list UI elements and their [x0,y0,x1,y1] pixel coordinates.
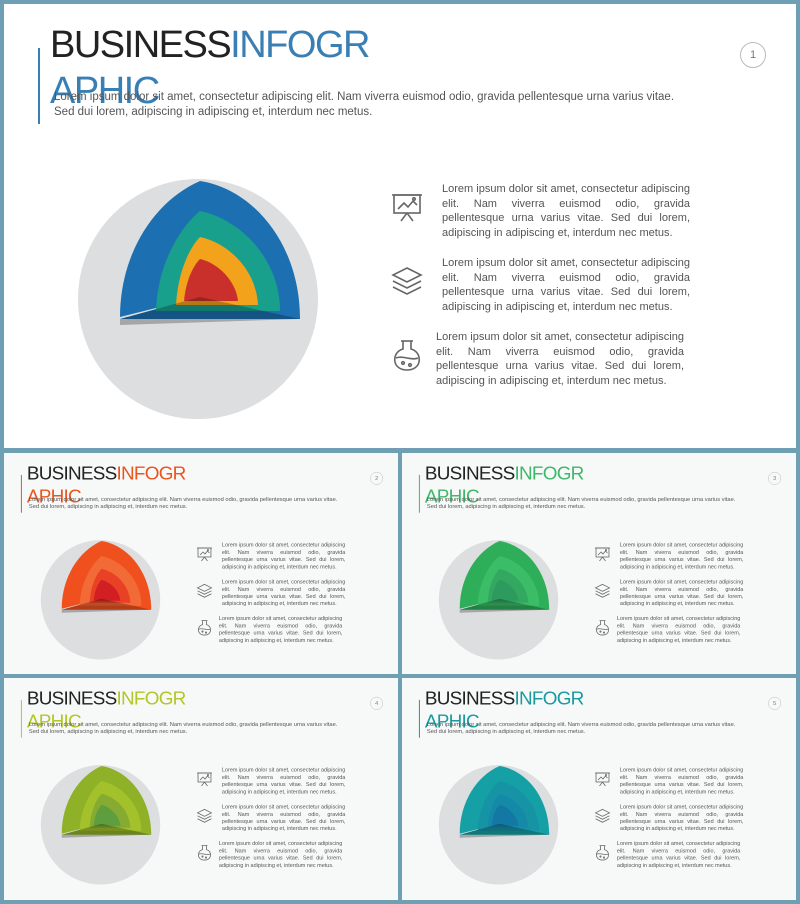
flask-icon [594,844,611,861]
feature-text: Lorem ipsum dolor sit amet, consectetur adipiscing elit. Nam viverra euismod odio, gravida pellentesque urna varius vitae. Sed dui lorem, adipiscing in adipiscing et, interdum nec metus. [218,840,343,869]
feature-item [390,256,700,316]
feature-text: Lorem ipsum dolor sit amet, consectetur adipiscing elit. Nam viverra euismod odio, gravida pellentesque urna varius vitae. Sed dui lorem, adipiscing in adipiscing et, interdum nec metus. [221,803,346,832]
slide-2 [4,453,398,674]
slide-5 [402,678,796,900]
presentation-board-icon [196,771,213,788]
feature-text: Lorem ipsum dolor sit amet, consectetur adipiscing elit. Nam viverra euismod odio, gravida pellentesque urna varius vitae. Sed dui lorem, adipiscing in adipiscing et, interdum nec metus. [616,615,741,644]
feature-text: Lorem ipsum dolor sit amet, consectetur adipiscing elit. Nam viverra euismod odio, gravida pellentesque urna varius vitae. Sed dui lorem, adipiscing in adipiscing et, interdum nec metus. [619,578,744,607]
feature-item [196,840,350,870]
feature-item [390,182,700,242]
slide-content [402,453,796,674]
layers-icon [196,807,213,824]
feature-text: Lorem ipsum dolor sit amet, consectetur adipiscing elit. Nam viverra euismod odio, gravida pellentesque urna varius vitae. Sed dui lorem, adipiscing in adipiscing et, interdum nec metus. [442,257,690,313]
feature-item [594,542,748,572]
flask-icon [594,619,611,636]
title-infographic: INFOGRAPHIC [50,24,369,112]
feature-item [196,803,350,833]
earth-layers-graphic [434,760,563,889]
flask-icon [196,619,213,636]
slide-subtitle: Lorem ipsum dolor sit amet, consectetur adipiscing elit. Nam viverra euismod odio, gravida pellentesque urna varius vitae. Sed dui lorem, adipiscing in adipiscing et, interdum nec metus. [54,91,675,118]
feature-text: Lorem ipsum dolor sit amet, consectetur adipiscing elit. Nam viverra euismod odio, gravida pellentesque urna varius vitae. Sed dui lorem, adipiscing in adipiscing et, interdum nec metus. [221,767,346,795]
presentation-board-icon [594,546,611,563]
slide-subtitle: Lorem ipsum dolor sit amet, consectetur adipiscing elit. Nam viverra euismod odio, gravida pellentesque urna varius vitae. Sed dui lorem, adipiscing in adipiscing et, interdum nec metus. [28,496,338,510]
layers-icon [594,807,611,824]
feature-text: Lorem ipsum dolor sit amet, consectetur adipiscing elit. Nam viverra euismod odio, gravida pellentesque urna varius vitae. Sed dui lorem, adipiscing in adipiscing et, interdum nec metus. [619,767,744,795]
page-number: 5 [768,697,781,710]
presentation-board-icon [594,771,611,788]
page-number: 3 [768,472,781,485]
feature-item [594,615,748,645]
feature-item [196,615,350,645]
accent-bar [38,48,40,124]
earth-layers-graphic [36,760,165,889]
title-business: BUSINESS [26,687,117,709]
presentation-board-icon [390,190,424,224]
flask-icon [196,844,213,861]
slide-1 [4,4,796,448]
feature-text: Lorem ipsum dolor sit amet, consectetur adipiscing elit. Nam viverra euismod odio, gravida pellentesque urna varius vitae. Sed dui lorem, adipiscing in adipiscing et, interdum nec metus. [221,578,346,607]
accent-bar [419,700,420,738]
title-business: BUSINESS [424,462,515,484]
feature-item [390,330,700,390]
earth-layers-graphic [36,535,165,664]
slide-content [4,453,398,674]
feature-text: Lorem ipsum dolor sit amet, consectetur adipiscing elit. Nam viverra euismod odio, gravida pellentesque urna varius vitae. Sed dui lorem, adipiscing in adipiscing et, interdum nec metus. [218,615,343,644]
accent-bar [419,475,420,513]
feature-item [594,767,748,797]
feature-item [594,840,748,870]
slide-subtitle: Lorem ipsum dolor sit amet, consectetur adipiscing elit. Nam viverra euismod odio, gravida pellentesque urna varius vitae. Sed dui lorem, adipiscing in adipiscing et, interdum nec metus. [426,721,736,735]
feature-text: Lorem ipsum dolor sit amet, consectetur adipiscing elit. Nam viverra euismod odio, gravida pellentesque urna varius vitae. Sed dui lorem, adipiscing in adipiscing et, interdum nec metus. [619,803,744,832]
feature-item [196,542,350,572]
earth-layers-graphic [434,535,563,664]
slide-subtitle: Lorem ipsum dolor sit amet, consectetur adipiscing elit. Nam viverra euismod odio, gravida pellentesque urna varius vitae. Sed dui lorem, adipiscing in adipiscing et, interdum nec metus. [28,721,338,735]
slide-content [4,678,398,899]
layers-icon [196,582,213,599]
feature-item [594,803,748,833]
feature-text: Lorem ipsum dolor sit amet, consectetur adipiscing elit. Nam viverra euismod odio, gravida pellentesque urna varius vitae. Sed dui lorem, adipiscing in adipiscing et, interdum nec metus. [616,840,741,869]
feature-item [196,767,350,797]
page-number: 1 [740,42,766,68]
title-business: BUSINESS [50,24,231,66]
feature-item [196,578,350,608]
page-number: 4 [370,697,383,710]
slide-subtitle: Lorem ipsum dolor sit amet, consectetur adipiscing elit. Nam viverra euismod odio, gravida pellentesque urna varius vitae. Sed dui lorem, adipiscing in adipiscing et, interdum nec metus. [426,496,736,510]
feature-text: Lorem ipsum dolor sit amet, consectetur adipiscing elit. Nam viverra euismod odio, gravida pellentesque urna varius vitae. Sed dui lorem, adipiscing in adipiscing et, interdum nec metus. [436,331,684,387]
slide-4 [4,678,398,900]
presentation-board-icon [196,546,213,563]
page-number: 2 [370,472,383,485]
title-business: BUSINESS [26,462,117,484]
title-infographic: INFOGRAPHIC [26,687,186,732]
title-business: BUSINESS [424,687,515,709]
slide-content [4,4,796,448]
flask-icon [390,338,424,372]
layers-icon [390,264,424,298]
accent-bar [21,700,22,738]
feature-text: Lorem ipsum dolor sit amet, consectetur adipiscing elit. Nam viverra euismod odio, gravida pellentesque urna varius vitae. Sed dui lorem, adipiscing in adipiscing et, interdum nec metus. [619,542,744,570]
feature-text: Lorem ipsum dolor sit amet, consectetur adipiscing elit. Nam viverra euismod odio, gravida pellentesque urna varius vitae. Sed dui lorem, adipiscing in adipiscing et, interdum nec metus. [221,542,346,570]
title-infographic: INFOGRAPHIC [424,462,584,507]
feature-text: Lorem ipsum dolor sit amet, consectetur adipiscing elit. Nam viverra euismod odio, gravida pellentesque urna varius vitae. Sed dui lorem, adipiscing in adipiscing et, interdum nec metus. [442,183,690,239]
earth-layers-graphic [68,169,328,429]
feature-item [594,578,748,608]
accent-bar [21,475,22,513]
slide-3 [402,453,796,674]
title-infographic: INFOGRAPHIC [424,687,584,732]
slide-content [402,678,796,899]
layers-icon [594,582,611,599]
title-infographic: INFOGRAPHIC [26,462,186,507]
